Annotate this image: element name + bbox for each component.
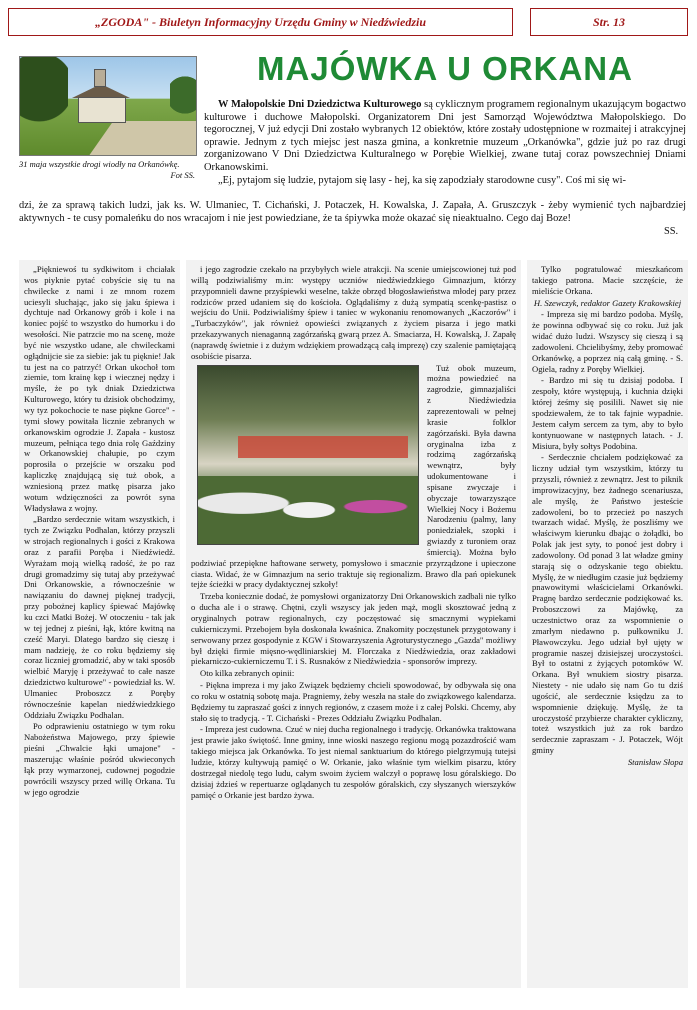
photo-credit: Fot SS.	[170, 170, 195, 180]
col2-paragraph: Oto kilka zebranych opinii:	[200, 668, 295, 679]
lead-strong: W Małopolskie Dni Dziedzictwa Kulturowego	[218, 99, 422, 110]
col2-paragraph: - Piękna impreza i my jako Związek będziemy chcieli spowodować, by odbywała się ona co roku w ostatnią sobotę maja. Pragniemy, żeby weszła na stałe do związkowego kalendarza. Będziemy tu zapraszać gości z innych regionów, z czasem może i z całej Polski. Chcemy, aby stało się to tradycją. - T. Cichański - Prezes Oddziału Związku Podhalan.	[191, 680, 516, 723]
column-middle	[186, 260, 521, 988]
col2-paragraph: - Impreza jest cudowna. Czuć w niej ducha regionalnego i tradycję. Orkanówka traktowana jest prawie jako świętość. Inne gminy, inne wioski naszego regionu mogą pozazdrościć wam takiego miejsca jak Orkanówka. To jest niemal sanktuarium do którego pielgrzymują tutejsi ludzie, którzy kultywują pamięć o W. Orkanie, jako właśnie tym wielkim pisarzu, który dostrzegał niedolę tego ludu, całym swoim życiem walczył o poprawę losu góralskiego. Do dzisiaj żdzieś w repertuarze oglądanych tu zespołów góralskich, czy słyszanych wierszyków pamięć o Orkanie jest bardzo żywa.	[191, 724, 516, 800]
col3-paragraph: - Serdecznie chciałem podziękować za liczny udział tym wszystkim, którzy tu przyszli, również z zewnątrz. Jest to piknik improwizacyjny, bez żadnego scenariusza, ale myślę, że Państwo jesteście zadowoleni, bo to przecież po naszych twarzach widać. Myślę, że poszliśmy we właściwym kierunku dbając o żołądki, bo Polak jak jest syty, to ponoć jest dobry i zadowolony. Od ponad 3 lat władze gminy starają się o odzyskanie tego obiektu. Myślę, że w niedługim czasie już będziemy pnawowitymi właścicielami Orkanówki. Pragnę bardzo serdecznie podziękować ks. Proboszczowi za Majówkę, za uczestnictwo oraz za wspomnienie o zmarłym niedawno p. pułkowniku J. Pławowczyku. Jego udział był ujęty w programie naszej dzisiejszej uroczystości. Był to ostatni z żyjących potomków W. Orkana. Był wnukiem siostry pisarza. Niestety - nie udało się nam Go tu dziś ugościć, ale serdecznie księdzu za to wspomnienie dziękuję. Myślę, że ta uroczystość przybierze charakter cykliczny, toteż wszystkich już za rok bardzo serdecznie zapraszam - J. Potaczek, Wójt gminy	[532, 452, 683, 756]
col2-paragraph: Tuż obok muzeum, można powiedzieć na zagrodzie, gimnazjaliści z Niedźwiedzia zaprezentowali w pełnej krasie folklor zagórzański. Była dawna oryginalna izba z rodzimą zagórzańską wewnątrz, były udokumentowane i spisane zwyczaje i obyczaje towarzyszące Wielkiej Nocy i Bożemu Narodzeniu (palmy, lany poniedziałek, szopki i gwiazdy z turoniem oraz śmiercią). Można było podziwiać przepiękne haftowane serwety, pomysłowo i smacznie przyrządzone i upieczone ciasta. Widać, że w Gimnazjum na serio traktuje się regionalizm. Brawo dla pań opiekunek tejże ścieżki w pracy dydaktycznej szkoły!	[191, 362, 516, 590]
folk-performance-photo	[197, 365, 419, 545]
column-left	[19, 260, 180, 988]
orkanowka-photo	[19, 56, 197, 156]
lead-signature: SS.	[664, 226, 679, 237]
col3-paragraph: - Impreza się mi bardzo podoba. Myślę, że powinna odbywać się co roku. Już jak widać dużo ludzi. Wszyscy się cieszą i są zadowoleni. Chcielibyśmy, żeby promować Orkanówkę, a poprzez nią całą gminę. - S. Ogiela, radny z Poręby Wielkiej.	[532, 309, 683, 374]
col1-paragraph: „Bardzo serdecznie witam wszystkich, i tych ze Związku Podhalan, którzy przyszli w strojach regionalnych i gości z Krakowa oraz z parafii Poręba i Niedźwiedź. Wyrażam moją wielką radość, że po raz drugi gromadzimy się tutaj aby przeżywać Dni Orkanowskie, a równocześnie w nawiązaniu do dawnej pięknej tradycji, przy pobożnej kaplicy śpiewać Majówkę ku czci Matki Bożej. W otoczeniu - tak jak w tej jednej z pieśni, łąk, które kwitną na cześć Maryi. Dlatego bardzo się cieszę i mam nadzieję, że co roku będziemy się coraz liczniej gromadzić, aby w taki sposób wielbić Maryję i przeżywać to całe nasze dziedzictwo kulturowe" - powiedział ks. W. Ulmaniec Proboszcz z Poręby równocześnie kapelan niedźwiedzkiego Oddziału Związku Podhalan.	[24, 514, 175, 720]
lead-continuation: dzi, że za sprawą takich ludzi, jak ks. W. Ulmaniec, T. Cichański, J. Potaczek, H. Kowalska, J. Zapała, A. Gruszczyk - żeby wymienić tych najbardziej aktywnych - te cusy pomaleńku do nos wracajom i nie jest powiedziane, że ta śpiywka może okazać się nieaktualno. Cego daj Boze!	[19, 200, 686, 224]
column-right	[527, 260, 688, 988]
col3-attribution: H. Szewczyk, redaktor Gazety Krakowskiej	[533, 297, 682, 308]
article-title: MAJÓWKA U ORKANA	[257, 50, 633, 87]
caption-text: 31 maja wszystkie drogi wiodły na Orkanówkę.	[19, 159, 180, 169]
photo-caption	[19, 159, 195, 181]
author-signature: Stanisław Słopa	[627, 756, 683, 767]
lead-quote: „Ej, pytajom się ludzie, pytajom się lasy - hej, ka się zapodziały starodowne cusy". Coś mi się wi-	[218, 174, 626, 186]
page-number: Str. 13	[530, 8, 688, 36]
lead-text: są cyklicznym programem regionalnym ukazującym bogactwo kulturowe i duchowe Małopolski. Organizatorem Dni jest Samorząd Województwa Małopolskiego. Do tegorocznej, V już edycji Dni zostało wybranych 12 obiektów, które zostały udostępnione w rozmaitej i atrakcyjnej oprawie. Jednym z tych miejsc jest nasza gmina, a konkretnie muzeum „Orkanówka", gdzie już po raz drugi zorganizowano V Dni Dziedzictwa Kulturalnego w Porębie Wielkiej, zwane tutaj coraz powszechniej Dniami Orkanowskimi.	[204, 99, 687, 173]
col2-paragraph: Trzeba koniecznie dodać, że pomysłowi organizatorzy Dni Orkanowskich zadbali nie tylko o ducha ale i o strawę. Chętni, czyli wszyscy jak jeden mąż, mogli skosztować jedną z oryginalnych potraw regionalnych, czy poczęstować się smacznymi wypiekami cukierniczymi. Przebojem była doskonała kwaśnica. Znakomity poczęstunek przygotowany i serwowany przez gospodynie z KGW i Stowarzyszenia Agroturystycznego „Gazda" możliwy był dzięki firmie mięsno-wędliniarskiej M. Florczaka z Niedźwiedzia, oraz zakładowi piekarniczo-cukierniczemu T. i S. Rusnaków z Niedźwiedzia - sponsorów imprezy.	[191, 591, 516, 667]
col2-paragraph: i jego zagrodzie czekało na przybyłych wiele atrakcji. Na scenie umiejscowionej tuż pod willą podziwialiśmy m.in: występy uczniów niedźwiedzkiego Gimnazjum, którzy przypomnieli dawne przyśpiewki weselne, także obrzęd błogosławieństwa młodej pary przez rodziców przed udaniem się do kościoła. Oglądaliśmy z dużą sympatią scenkę-pastisz o wejściu do Unii. Podziwialiśmy śpiew i taniec w wykonaniu renomowanych „Kaczorów" i „Turbaczyków", jak również opowieści związanych z życiem pisarza i jego matki przekazywanych nienaganną zagórzańską gwarą przez A. Smaciarza, H. Kowalską, J. Zapałę (naprawdę świetnie i z dużym wdziękiem prowadzącą całą imprezę) czy szalenie pamiętającą osobiście pisarza.	[191, 264, 516, 361]
col3-paragraph: Tylko pogratulować mieszkańcom takiego patrona. Macie szczęście, że mieliście Orkana.	[532, 264, 683, 296]
newsletter-header: „ZGODA" - Biuletyn Informacyjny Urzędu Gminy w Niedźwiedziu	[8, 8, 513, 36]
col1-paragraph: „Piękniewoś tu sydkiwitom i chciałak wos piyknie pytać cobyście się tu na chwilecke z nami i ze mnom rozem uciesyli słuchając, jako się jaku śpiewa i dychtuje nad Orkanowy grób i kole i na koniec pojść to wszystko do humorku i do wesołości. Nie patrzcie mo na scenę, może być nie wszystko udane, ale chwileckami ogłądnijcie sie za siebie: jak tu pięknie! Jak tu jest na co patrzyć! Orkan ukochoł tom ziemie, tom krainę kęp i wiecznej nędzy i myśle, że po tyk dniak Dziedzictwa Kulturowego, który tu dzisiok obchodzimy, wy tyz pokochocie te nase piękne Gorce" - tymi słowy powitała licznie zebranych w orkanowskim ogrodzie J. Zapała - kustosz muzeum, pełniąca tego dnia rolę Gaździny w Orkanowskiej chałupie, po czym poprosiła o przejście w orszaku pod kapliczkę znajdującą się tuż obok, a wzniesioną przez matkę pisarza jako wotum wdzięczności za powrót syna Władysława z wojny.	[24, 264, 175, 513]
lead-paragraph	[204, 99, 686, 187]
col1-paragraph: Po odprawieniu ostatniego w tym roku Nabożeństwa Majowego, przy śpiewie pieśni „Chwalcie łąki umajone" - maszerując właśnie pośród ukwieconych łąk przy wymarzonej, cudownej pogodzie powrócili wszyscy przed willę Orkana. Tu w jego ogrodzie	[24, 721, 175, 797]
col3-paragraph: - Bardzo mi się tu dzisiaj podoba. I zespoły, które występują, i kuchnia dzięki której żeśmy się posilili. Nawet się nie spodziewałem, że to tak fajnie wypadnie. Jestem całym sercem za tym, aby to było kontynuowane w następnych latach. - J. Misiura, były sołtys Podobina.	[532, 375, 683, 451]
